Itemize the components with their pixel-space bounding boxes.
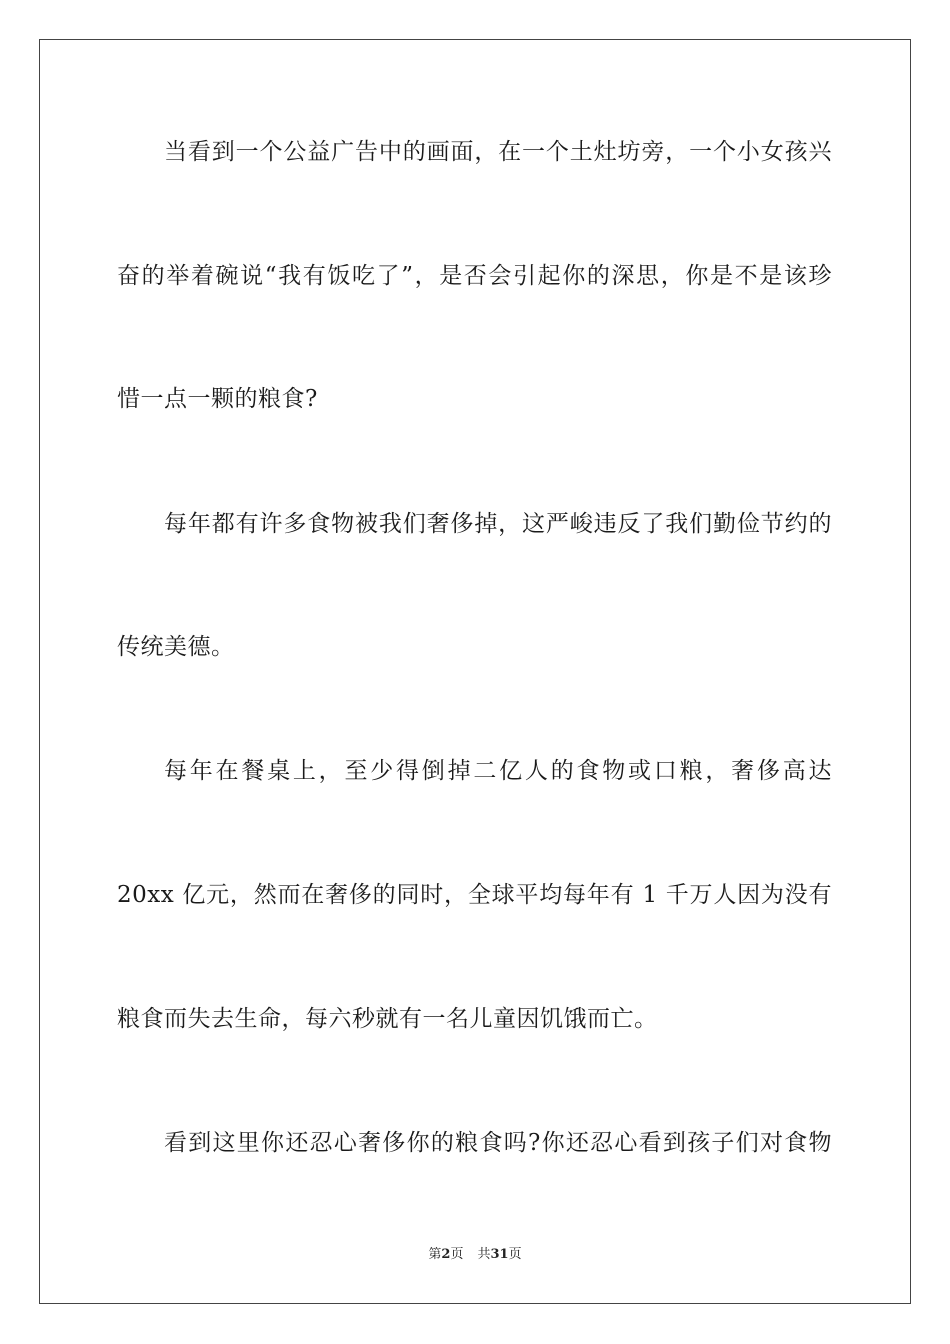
paragraph-2-line-2: 传统美德。 [117, 634, 235, 660]
paragraph-1-line-3: 惜一点一颗的粮食? [117, 386, 318, 412]
paragraph-3-line-1: 每年在餐桌上，至少得倒掉二亿人的食物或口粮，奢侈高达 [164, 758, 832, 784]
page-border [39, 39, 911, 1304]
page-prefix: 第 [428, 1247, 442, 1262]
total-pages: 31 [490, 1247, 509, 1262]
total-prefix: 共 [477, 1247, 491, 1262]
paragraph-1-line-1: 当看到一个公益广告中的画面，在一个土灶坊旁，一个小女孩兴 [164, 139, 832, 165]
total-suffix: 页 [508, 1247, 522, 1262]
page-suffix: 页 [450, 1247, 464, 1262]
paragraph-3-line-3: 粮食而失去生命，每六秒就有一名儿童因饥饿而亡。 [117, 1006, 658, 1032]
page-number: 2 [441, 1247, 451, 1262]
paragraph-2-line-1: 每年都有许多食物被我们奢侈掉，这严峻违反了我们勤俭节约的 [164, 511, 832, 537]
paragraph-3-line-2: 20xx 亿元，然而在奢侈的同时，全球平均每年有 1 千万人因为没有 [117, 882, 832, 908]
paragraph-4-line-1: 看到这里你还忍心奢侈你的粮食吗?你还忍心看到孩子们对食物 [164, 1130, 832, 1156]
paragraph-1-line-2: 奋的举着碗说“我有饭吃了”，是否会引起你的深思，你是不是该珍 [117, 263, 832, 289]
page-footer [0, 1247, 950, 1263]
